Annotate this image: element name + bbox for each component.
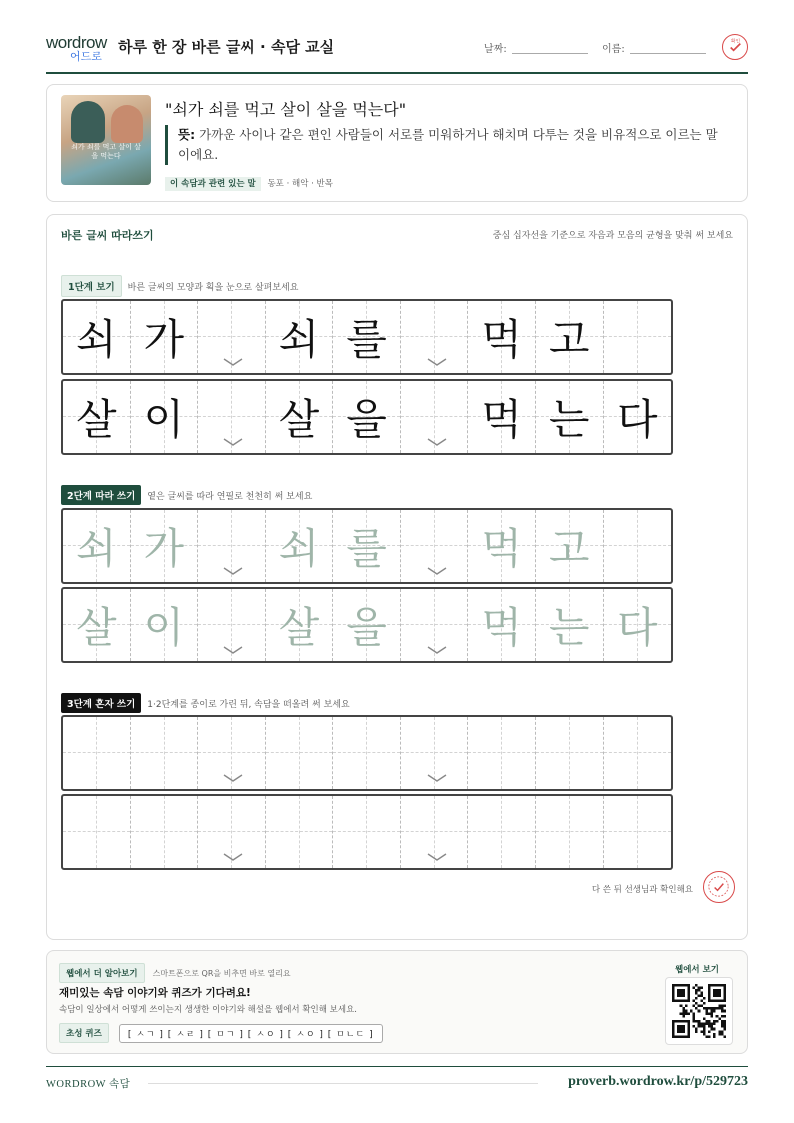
grid-char: 가 [143,315,185,364]
grid-cell [333,796,401,868]
grid-char: 먹 [481,395,522,444]
grid-char: 살 [75,395,117,444]
chosung-quiz [59,1023,383,1043]
word-space-icon [222,852,244,862]
grid-char: 는 [548,603,590,652]
word-space-icon [222,773,244,783]
proverb-title: "쇠가 쇠를 먹고 살이 살을 먹는다" [165,100,407,119]
web-row [59,963,291,983]
grid-cell [63,796,131,868]
grid-cell [604,589,672,661]
grid-cell [131,301,199,373]
grid-char: 가 [143,524,185,573]
footer-divider [46,1066,748,1067]
grid-char: 를 [346,524,387,573]
word-space-icon [426,852,448,862]
step2-badge: 2단계 따라 쓰기 [61,485,141,505]
trace-row-2[interactable] [61,587,673,663]
footer-url[interactable]: proverb.wordrow.kr/p/529723 [568,1074,748,1089]
grid-cell [333,589,401,661]
date-label: 날짜: [484,44,507,55]
grid-char: 먹 [481,603,522,652]
grid-char: 을 [346,395,387,444]
logo-sub: 어드로 [70,50,102,63]
view-row-1 [61,299,673,375]
grid-cell [131,381,199,453]
grid-char: 쇠 [75,524,117,573]
footer-brand: WORDROW 속담 [46,1079,131,1090]
word-space-icon [222,437,244,447]
grid-cell [604,381,672,453]
grid-cell [266,796,334,868]
grid-char: 고 [548,524,590,573]
grid-cell [536,381,604,453]
word-space-icon [426,645,448,655]
grid-cell [468,589,536,661]
word-space-icon [222,645,244,655]
proverb-card [46,84,748,202]
done-text: 다 쓴 뒤 선생님과 확인해요 [591,885,693,895]
grid-char: 다 [616,603,658,652]
grid-cell [333,301,401,373]
grid-cell [604,796,672,868]
web-description: 속담이 일상에서 어떻게 쓰이는지 생생한 이야기와 해설을 웹에서 확인해 보세요. [59,1005,357,1015]
grid-char: 를 [346,315,387,364]
name-label: 이름: [602,44,625,55]
grid-char: 이 [143,603,185,652]
meaning-text: 가까운 사이나 같은 편인 사람들이 서로를 미워하거나 해치며 다투는 것을 비유적으로 이르는 말이에요. [178,127,718,162]
web-card [46,950,748,1054]
stamp-text: 확인 [730,39,740,45]
grid-char: 살 [75,603,117,652]
word-space-icon [426,357,448,367]
word-space-icon [426,566,448,576]
teacher-stamp-icon [703,871,735,903]
grid-cell [63,717,131,789]
grid-cell [131,589,199,661]
grid-char: 쇠 [278,315,320,364]
word-space-icon [426,773,448,783]
grid-cell [131,717,199,789]
footer-rule [148,1083,538,1084]
step1-badge: 1단계 보기 [61,275,122,297]
related-label: 이 속담과 관련 있는 말 [165,177,261,191]
grid-cell [536,301,604,373]
blank-row-2[interactable] [61,794,673,870]
practice-title: 바른 글씨 따라쓰기 [61,229,154,242]
check-stamp-icon [722,34,748,60]
grid-cell [468,796,536,868]
grid-cell [63,301,131,373]
grid-cell [63,510,131,582]
grid-cell [536,796,604,868]
grid-cell [266,589,334,661]
grid-cell [131,510,199,582]
quiz-box: [ ㅅㄱ ] [ ㅅㄹ ] [ ㅁㄱ ] [ ㅅㅇ ] [ ㅅㅇ ] [ ㅁㄴㄷ ] [119,1024,383,1043]
related-words [165,177,333,189]
grid-char: 고 [548,315,590,364]
grid-cell [468,717,536,789]
grid-char: 살 [278,603,320,652]
grid-cell [536,510,604,582]
grid-cell [604,301,672,373]
word-space-icon [222,357,244,367]
grid-cell [333,381,401,453]
grid-cell [63,381,131,453]
step3-badge: 3단계 혼자 쓰기 [61,693,141,713]
web-headline: 재미있는 속담 이야기와 퀴즈가 기다려요! [59,987,251,999]
step1-desc: 바른 글씨의 모양과 획을 눈으로 살펴보세요 [127,282,299,293]
word-space-icon [426,437,448,447]
logo-word: wordrow [46,33,107,52]
grid-cell [536,589,604,661]
grid-cell [266,381,334,453]
blank-row-1[interactable] [61,715,673,791]
page-title: 하루 한 장 바른 글씨 · 속담 교실 [118,38,335,56]
wordrow-logo [46,34,110,64]
step1-header [61,275,298,297]
grid-cell [604,717,672,789]
page-header [46,30,748,74]
grid-char: 쇠 [278,524,320,573]
meaning-label: 뜻: [178,127,196,142]
trace-row-1[interactable] [61,508,673,584]
proverb-illustration [61,95,151,185]
web-hint: 스마트폰으로 QR을 비추면 바로 열리요 [152,968,291,978]
grid-cell [266,717,334,789]
proverb-meaning [165,125,725,165]
grid-cell [131,796,199,868]
grid-cell [468,510,536,582]
grid-char: 을 [346,603,387,652]
grid-cell [63,589,131,661]
word-space-icon [222,566,244,576]
grid-cell [536,717,604,789]
grid-char: 는 [548,395,590,444]
qr-label: 웹에서 보기 [674,965,719,975]
grid-cell [333,510,401,582]
view-row-2 [61,379,673,455]
qr-code-icon[interactable] [665,977,733,1045]
date-field[interactable] [512,53,588,54]
related-list: 동포 · 해악 · 반목 [267,179,333,189]
grid-char: 살 [278,395,320,444]
grid-char: 쇠 [75,315,117,364]
grid-cell [468,301,536,373]
illustration-caption: 쇠가 쇠를 먹고 살이 살을 먹는다 [71,143,141,160]
grid-cell [266,301,334,373]
grid-cell [468,381,536,453]
step3-header [61,693,350,713]
grid-char: 다 [616,395,658,444]
step2-header [61,485,312,505]
name-field[interactable] [630,53,706,54]
grid-cell [266,510,334,582]
quiz-badge: 초성 퀴즈 [59,1023,109,1043]
web-badge: 웹에서 더 알아보기 [59,963,145,983]
step3-desc: 1·2단계를 종이로 가린 뒤, 속담을 떠올려 써 보세요 [147,699,350,710]
grid-char: 먹 [481,315,522,364]
grid-cell [333,717,401,789]
grid-char: 먹 [481,524,522,573]
practice-description: 중심 십자선을 기준으로 자음과 모음의 균형을 맞춰 써 보세요 [492,231,733,241]
practice-card [46,214,748,940]
grid-cell [604,510,672,582]
step2-desc: 옅은 글씨를 따라 연필로 천천히 써 보세요 [147,491,313,502]
grid-char: 이 [143,395,185,444]
